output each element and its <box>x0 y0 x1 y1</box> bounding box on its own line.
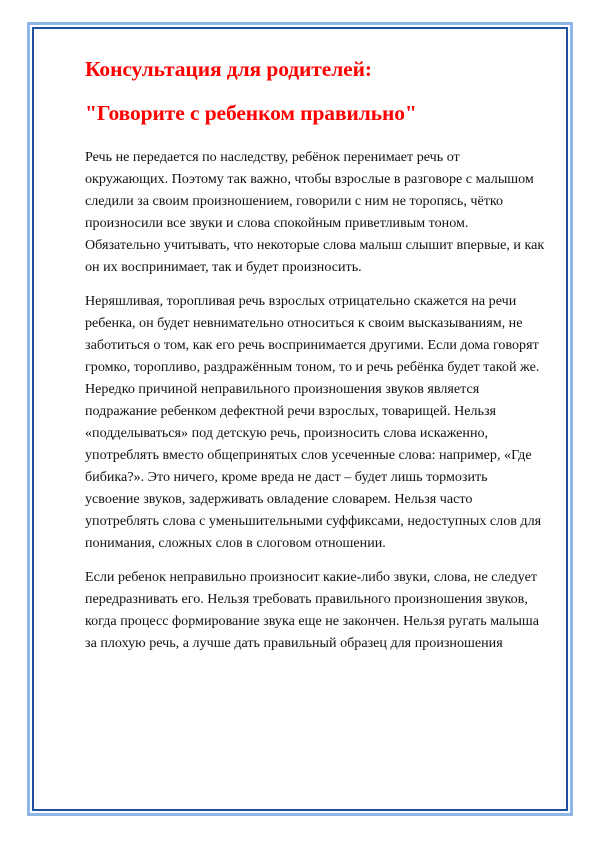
title-line-2: "Говорите с ребенком правильно" <box>85 101 417 125</box>
paragraph-3: Если ребенок неправильно произносит какие-либо звуки, слова, не следует передразнивать его. Нельзя требовать правильного произношения звуков, когда процесс формирование звука еще не закончен. Нельзя ругать малыша за плохую речь, а лучше дать правильный образец для произношения <box>85 569 540 651</box>
paragraph-1: Речь не передается по наследству, ребёнок перенимает речь от окружающих. Поэтому так важно, чтобы взрослые в разговоре с малышом следили за своим произношением, говорили с ним не торопясь, чётко произносили все звуки и слова спокойным приветливым тоном. Обязательно учитывать, что некоторые слова малыш слышит впервые, и как он их воспринимает, так и будет произносить. <box>85 149 545 275</box>
body-text <box>85 146 545 654</box>
paragraph-2: Неряшливая, торопливая речь взрослых отрицательно скажется на речи ребенка, он будет невнимательно относиться к своим высказываниям, не заботиться о том, как его речь воспринимается другими. Если дома говорят громко, торопливо, раздражённым тоном, то и речь ребёнка будет такой же. Нередко причиной неправильного произношения звуков является подражание ребенком дефектной речи взрослых, товарищей. Нельзя «подделываться» под детскую речь, произносить слова искаженно, употреблять вместо общепринятых слов усеченные слова: например, «Где бибика?». Это ничего, кроме вреда не даст – будет лишь тормозить усвоение звуков, задерживать овладение словарем. Нельзя часто употреблять слова с уменьшительными суффиксами, недоступных слов для понимания, сложных слов в слоговом отношении. <box>85 293 542 551</box>
title-line-1: Консультация для родителей: <box>85 57 372 81</box>
document-content <box>85 57 545 666</box>
